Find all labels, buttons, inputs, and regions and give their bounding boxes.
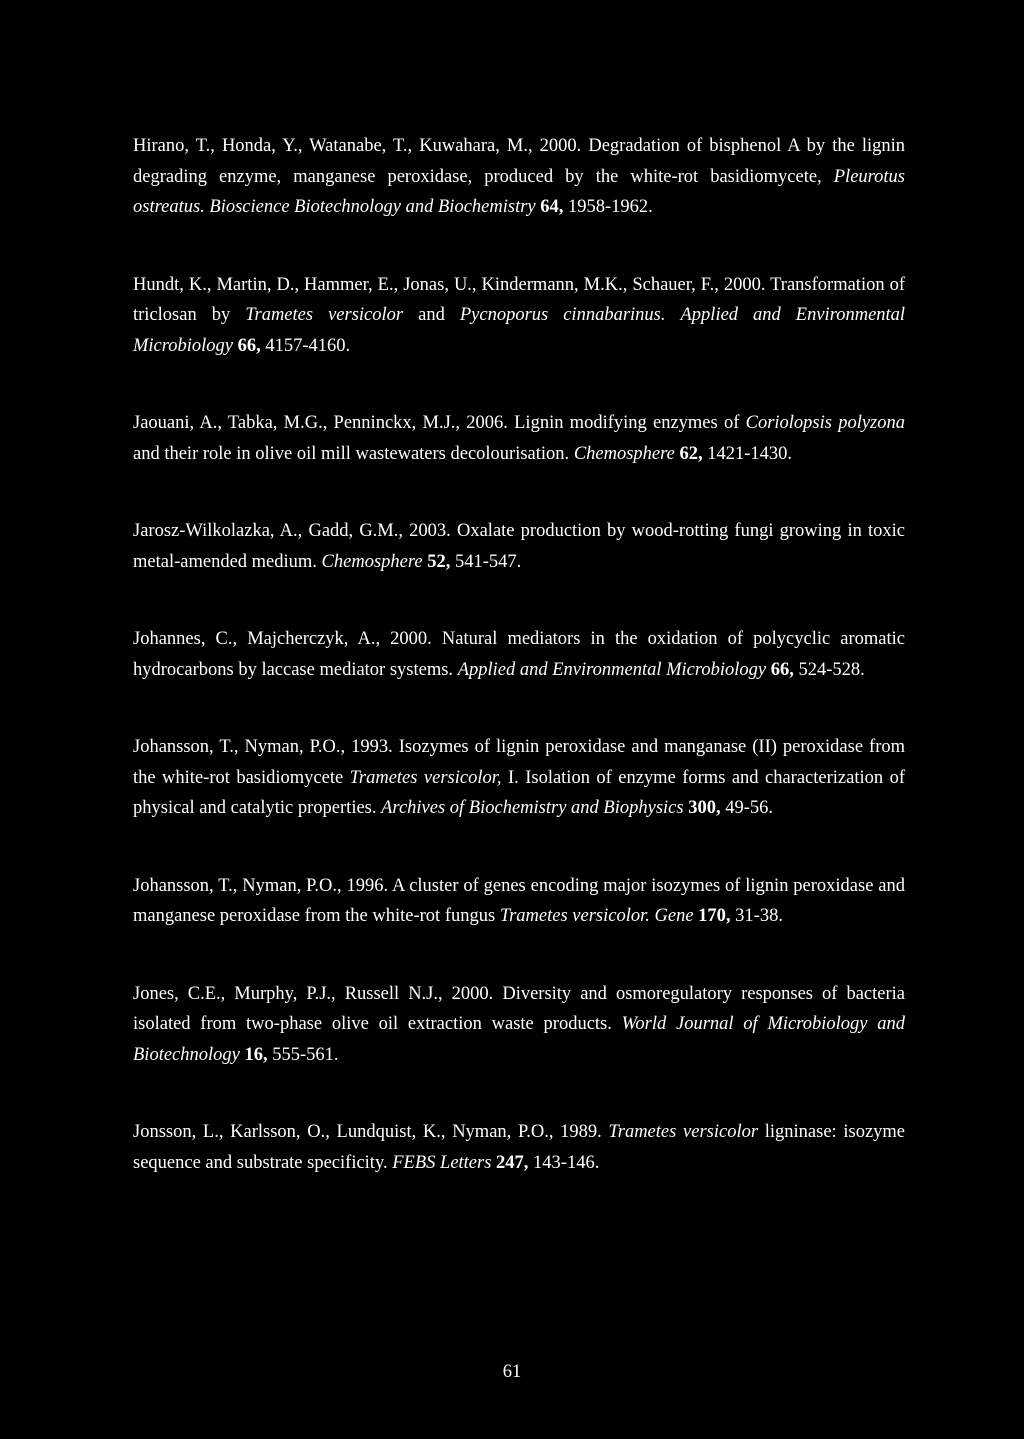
- reference-jarosz-wilkolazka-2003: [133, 516, 905, 577]
- ref-species: Coriolopsis polyzona: [745, 413, 905, 433]
- ref-authors: Johansson, T., Nyman, P.O., 1996.: [133, 875, 389, 896]
- reference-jaouani-2006: [133, 408, 905, 469]
- ref-volume: 66,: [237, 335, 261, 356]
- ref-pages: 1421-1430.: [707, 443, 793, 464]
- ref-pages: 31-38.: [735, 906, 783, 926]
- ref-pages: 555-561.: [272, 1044, 339, 1065]
- ref-species: Trametes versicolor,: [349, 767, 502, 788]
- reference-johannes-2000: [133, 624, 905, 685]
- ref-volume: 16,: [244, 1044, 268, 1065]
- reference-jones-2000: [133, 979, 905, 1071]
- reference-johansson-1996: [133, 871, 905, 932]
- ref-volume: 247,: [496, 1152, 529, 1173]
- ref-journal: FEBS Letters: [392, 1152, 492, 1173]
- reference-list: [133, 131, 905, 1225]
- ref-species: Trametes versicolor: [245, 305, 404, 325]
- ref-journal: Gene: [654, 906, 694, 926]
- ref-species: Pycnoporus cinnabarinus.: [459, 305, 666, 325]
- ref-species: Trametes versicolor.: [499, 906, 650, 926]
- ref-authors: Jones, C.E., Murphy, P.J., Russell N.J., 2000.: [133, 983, 494, 1004]
- ref-journal: Bioscience Biotechnology and Biochemistry: [209, 197, 536, 217]
- ref-authors: Jarosz-Wilkolazka, A., Gadd, G.M., 2003.: [133, 521, 451, 541]
- ref-pages: 524-528.: [798, 659, 865, 680]
- ref-pages: 143-146.: [533, 1152, 600, 1173]
- ref-title: Degradation of bisphenol A by the lignin degrading enzyme, manganese peroxidase, produced by the white-rot basidiomycete,: [133, 136, 906, 187]
- ref-volume: 170,: [698, 906, 731, 926]
- ref-volume: 66,: [770, 659, 794, 680]
- ref-journal: World Journal of Microbiology and Biotechnology: [133, 1014, 905, 1065]
- ref-authors: Jaouani, A., Tabka, M.G., Penninckx, M.J., 2006.: [133, 413, 508, 433]
- ref-pages: 541-547.: [454, 551, 522, 572]
- reference-hundt-2000: [133, 270, 905, 362]
- ref-authors: Hundt, K., Martin, D., Hammer, E., Jonas, U., Kindermann, M.K., Schauer, F., 2000.: [133, 274, 766, 295]
- ref-authors: Johansson, T., Nyman, P.O., 1993.: [133, 737, 393, 757]
- ref-journal: Applied and Environmental Microbiology: [457, 659, 767, 680]
- reference-johansson-1993: [133, 732, 905, 824]
- ref-volume: 52,: [427, 551, 451, 572]
- ref-species: Trametes versicolor: [608, 1122, 759, 1142]
- ref-journal: Chemosphere: [573, 443, 675, 464]
- reference-hirano-2000: [133, 131, 905, 223]
- ref-pages: 1958-1962.: [568, 197, 653, 217]
- ref-title: I. Isolation of enzyme forms and characterization of physical and catalytic properties.: [133, 767, 905, 818]
- ref-journal: Archives of Biochemistry and Biophysics: [381, 798, 684, 818]
- reference-jonsson-1989: [133, 1117, 905, 1178]
- ref-authors: Hirano, T., Honda, Y., Watanabe, T., Kuwahara, M., 2000.: [133, 136, 582, 156]
- ref-title: Isozymes of lignin peroxidase and manganase (II) peroxidase from the white-rot basidiomycete: [133, 737, 906, 788]
- ref-title: ligninase: isozyme sequence and substrate specificity.: [133, 1122, 906, 1173]
- ref-title: Lignin modifying enzymes of: [514, 413, 740, 433]
- ref-title: Oxalate production by wood-rotting fungi growing in toxic metal-amended medium.: [133, 521, 906, 572]
- ref-authors: Johannes, C., Majcherczyk, A., 2000.: [133, 629, 432, 649]
- ref-volume: 64,: [540, 197, 564, 217]
- ref-journal: Chemosphere: [321, 551, 423, 572]
- ref-title: Diversity and osmoregulatory responses of bacteria isolated from two-phase olive oil extraction waste products.: [133, 983, 906, 1034]
- ref-title: Transformation of triclosan by: [133, 274, 905, 325]
- ref-title-connector: and: [418, 305, 445, 325]
- ref-pages: 49-56.: [725, 798, 773, 818]
- ref-volume: 300,: [688, 798, 721, 818]
- ref-title: A cluster of genes encoding major isozymes of lignin peroxidase and manganese peroxidase from the white-rot fungus: [133, 875, 905, 926]
- ref-authors: Jonsson, L., Karlsson, O., Lundquist, K., Nyman, P.O., 1989.: [133, 1122, 602, 1142]
- ref-journal: Applied and Environmental Microbiology: [133, 305, 906, 356]
- ref-volume: 62,: [679, 443, 703, 464]
- ref-species: Pleurotus ostreatus.: [133, 166, 906, 217]
- ref-pages: 4157-4160.: [265, 335, 351, 356]
- ref-title: and their role in olive oil mill wastewaters decolourisation.: [133, 443, 570, 464]
- page-number: 61: [502, 1362, 522, 1382]
- ref-title: Natural mediators in the oxidation of polycyclic aromatic hydrocarbons by laccase mediator systems.: [133, 629, 905, 680]
